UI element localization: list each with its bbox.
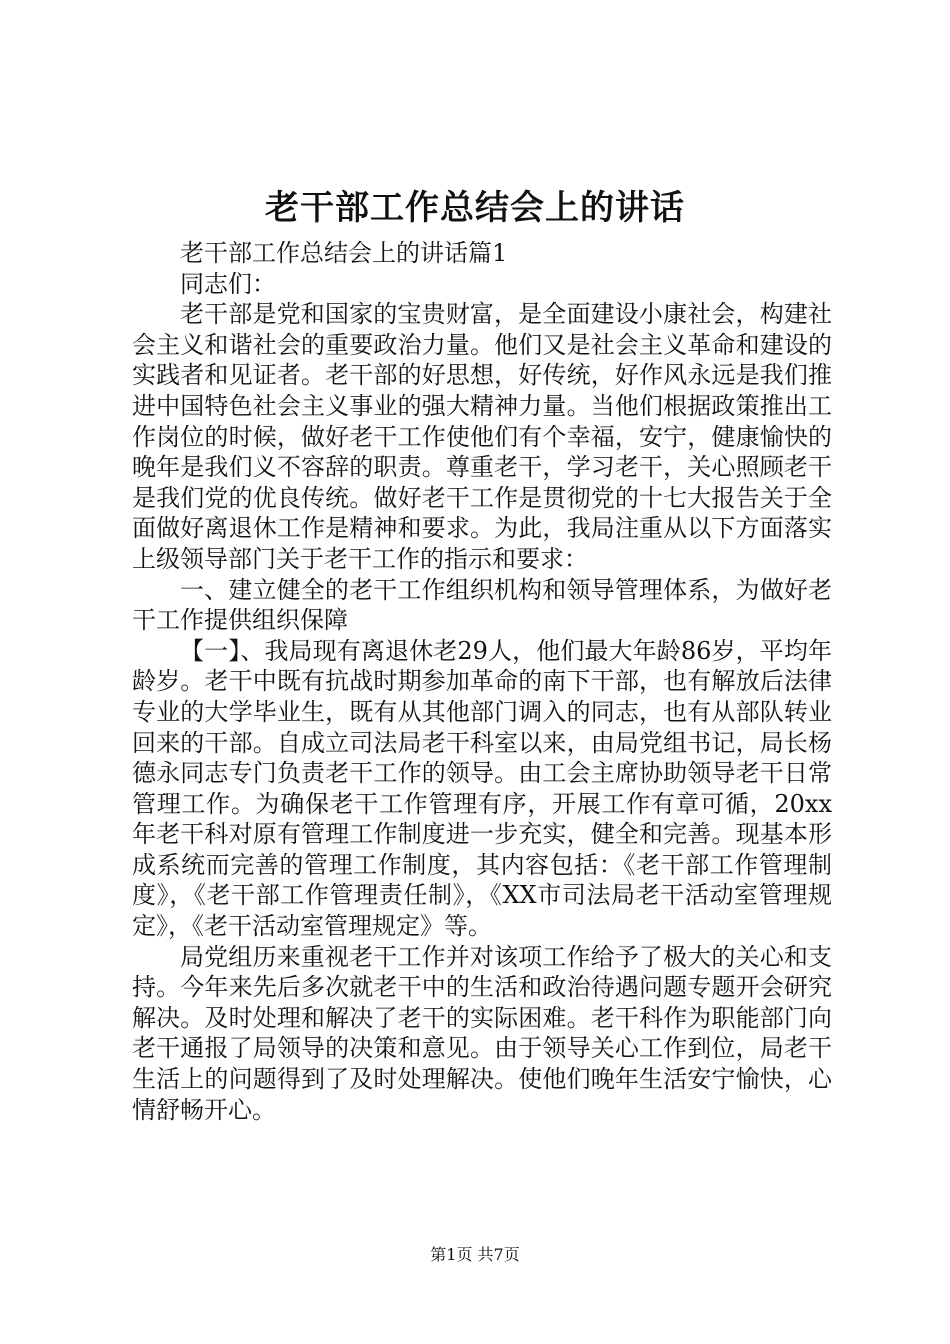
paragraph-party-support: 局党组历来重视老干工作并对该项工作给予了极大的关心和支持。今年来先后多次就老干中的生活和政治待遇问题专题开会研究解决。及时处理和解决了老干的实际困难。老干科作为职能部门向老干通报了局领导的决策和意见。由于领导关心工作到位，局老干生活上的问题得到了及时处理解决。使他们晚年生活安宁愉快，心情舒畅开心。 (132, 942, 832, 1124)
subtitle-line: 老干部工作总结会上的讲话篇1 (180, 239, 508, 267)
salutation: 同志们： (180, 269, 276, 298)
section-heading-1: 一、建立健全的老干工作组织机构和领导管理体系，为做好老干工作提供组织保障 (132, 575, 832, 635)
paragraph-section-1-item-1: 【一】、我局现有离退休老29人，他们最大年龄86岁，平均年龄岁。老干中既有抗战时期参加革命的南下干部，也有解放后法律专业的大学毕业生，既有从其他部门调入的同志，也有从部队转业回来的干部。自成立司法局老干科室以来，由局党组书记，局长杨德永同志专门负责老干工作的领导。由工会主席协助领导老干日常管理工作。为确保老干工作管理有序，开展工作有章可循，20xx年老干科对原有管理工作制度进一步充实，健全和完善。现基本形成系统而完善的管理工作制度，其内容包括：《老干部工作管理制度》，《老干部工作管理责任制》，《XX市司法局老干活动室管理规定》，《老干活动室管理规定》等。 (132, 636, 832, 941)
paragraph-intro: 老干部是党和国家的宝贵财富，是全面建设小康社会，构建社会主义和谐社会的重要政治力量。他们又是社会主义革命和建设的实践者和见证者。老干部的好思想，好传统，好作风永远是我们推进中国特色社会主义事业的强大精神力量。当他们根据政策推出工作岗位的时候，做好老干工作使他们有个幸福，安宁，健康愉快的晚年是我们义不容辞的职责。尊重老干，学习老干，关心照顾老干是我们党的优良传统。做好老干工作是贯彻党的十七大报告关于全面做好离退休工作是精神和要求。为此，我局注重从以下方面落实上级领导部门关于老干工作的指示和要求： (132, 300, 832, 573)
document-title: 老干部工作总结会上的讲话 (265, 188, 685, 228)
page-number-footer: 第1页 共7页 (430, 1245, 520, 1264)
document-body (132, 238, 832, 1125)
